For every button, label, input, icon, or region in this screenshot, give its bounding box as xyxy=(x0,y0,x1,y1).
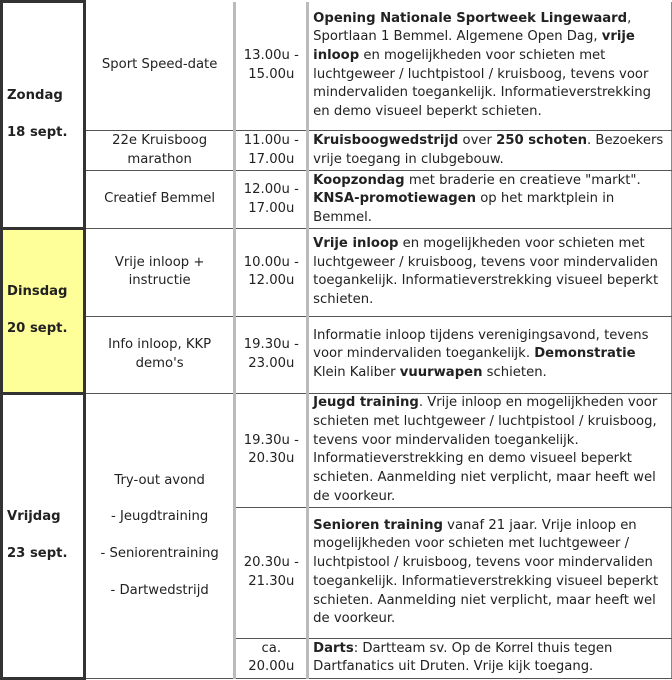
time-start: 10.00u - xyxy=(243,254,299,270)
description-text: op het marktplein in Bemmel. xyxy=(313,191,615,226)
time-end: 20.00u xyxy=(248,659,295,675)
day-name: Dinsdag xyxy=(7,284,68,300)
description-highlight: Vrije inloop xyxy=(313,235,399,251)
time-start: 13.00u - xyxy=(243,48,299,64)
time-cell xyxy=(235,507,308,638)
description-highlight: KNSA-promotiewagen xyxy=(313,191,477,207)
description-cell xyxy=(308,229,672,317)
description-text: over xyxy=(458,133,497,149)
description-text: : Dartteam sv. Op de Korrel thuis tegen Dartfanatics uit Druten. Vrije kijk toegang. xyxy=(313,640,613,675)
day-date: 18 sept. xyxy=(7,125,68,140)
description-cell xyxy=(308,638,672,678)
time-end: 12.00u xyxy=(248,273,295,289)
description-cell xyxy=(308,171,672,229)
time-cell xyxy=(235,394,308,508)
time-cell xyxy=(235,229,308,317)
time-cell xyxy=(235,131,308,171)
description-text: , Sportlaan 1 Bemmel. Algemene Open Dag, xyxy=(313,10,632,45)
table-row xyxy=(2,229,672,317)
table-row xyxy=(2,171,672,229)
time-end: 23.00u xyxy=(248,355,295,371)
time-start: 19.30u - xyxy=(243,337,299,353)
activity-label: Info inloop, KKP demo's xyxy=(108,337,212,371)
time-cell xyxy=(235,638,308,678)
time-end: 17.00u xyxy=(248,200,295,216)
day-cell-vrijdag xyxy=(2,394,85,679)
activity-label: Try-out avond xyxy=(114,472,205,488)
day-cell-dinsdag xyxy=(2,229,85,394)
activity-cell xyxy=(84,316,235,393)
time-cell xyxy=(235,316,308,393)
description-text: vanaf 21 jaar. Vrije inloop en mogelijkheden voor schieten met luchtgeweer / luchtpistool / kruisboog, tevens voor mindervaliden toegankelijk. Informatieverstrekking visueel beperkt schieten. Aanmelding niet verplicht, maar heeft wel de voorkeur. xyxy=(313,517,659,627)
description-text: Informatie inloop tijdens verenigingsavond, tevens voor mindervaliden toegankelijk. xyxy=(313,327,649,362)
activity-cell-friday xyxy=(84,394,235,679)
activity-label: Vrije inloop + instructie xyxy=(114,254,205,289)
time-start: 11.00u - xyxy=(243,133,299,149)
activity-label: Sport Speed-date xyxy=(101,57,218,73)
time-start: 19.30u - xyxy=(243,432,299,448)
time-start: 20.30u - xyxy=(243,555,299,571)
description-cell xyxy=(308,394,672,508)
description-text: met braderie en creatieve "markt". xyxy=(404,172,641,188)
description-cell xyxy=(308,2,672,131)
activity-cell xyxy=(84,229,235,317)
description-text: Klein Kaliber xyxy=(313,365,400,381)
day-name: Vrijdag xyxy=(7,509,61,525)
time-end: 17.00u xyxy=(248,151,295,167)
description-highlight: Opening Nationale Sportweek Lingewaard xyxy=(313,10,628,26)
time-cell xyxy=(235,2,308,131)
time-start: ca. xyxy=(261,640,282,656)
description-cell xyxy=(308,316,672,393)
description-highlight: Senioren training xyxy=(313,517,443,533)
day-cell-zondag xyxy=(2,2,85,229)
time-end: 21.30u xyxy=(248,573,295,589)
description-text: . Bezoekers vrije toegang in clubgebouw. xyxy=(313,133,664,167)
activity-cell xyxy=(84,171,235,229)
table-row xyxy=(2,394,672,508)
description-cell xyxy=(308,507,672,638)
description-highlight: Jeugd training xyxy=(313,395,419,411)
description-text: en mogelijkheden voor schieten met luchtgeweer / luchtpistool / kruisboog, tevens voor mindervaliden toegankelijk. Informatieverstrekking en demo visueel beperkt schieten. xyxy=(313,48,651,120)
description-highlight: Darts xyxy=(313,640,354,656)
description-highlight: vrije inloop xyxy=(313,29,635,64)
activity-sub-item: - Dartwedstrijd xyxy=(110,582,209,598)
description-text: . Vrije inloop en mogelijkheden voor schieten met luchtgeweer / luchtpistool / kruisboog, tevens voor mindervaliden toegankelijk. Informatieverstrekking en demo visueel beperkt schieten. Aanmelding niet verplicht, maar heeft wel de voorkeur. xyxy=(313,395,658,504)
day-name: Zondag xyxy=(7,88,63,104)
time-end: 15.00u xyxy=(248,66,295,82)
day-date: 23 sept. xyxy=(7,546,68,561)
activity-cell xyxy=(84,131,235,171)
activity-sub-item: - Seniorentraining xyxy=(100,546,219,561)
day-date: 20 sept. xyxy=(7,321,68,336)
activity-sub-item: - Jeugdtraining xyxy=(111,509,209,525)
description-text: schieten. xyxy=(482,365,547,381)
time-cell xyxy=(235,171,308,229)
description-cell xyxy=(308,131,672,171)
description-highlight: vuurwapen xyxy=(399,365,483,381)
activity-cell xyxy=(84,2,235,131)
table-row xyxy=(2,131,672,171)
time-start: 12.00u - xyxy=(243,181,299,197)
description-highlight: Koopzondag xyxy=(313,172,405,188)
time-end: 20.30u xyxy=(248,451,295,467)
table-row xyxy=(2,2,672,131)
activity-label: 22e Kruisboog marathon xyxy=(112,133,208,167)
table-row xyxy=(2,316,672,393)
description-highlight: 250 schoten xyxy=(496,133,588,149)
activity-label: Creatief Bemmel xyxy=(104,191,216,207)
description-highlight: Demonstratie xyxy=(534,346,636,362)
description-highlight: Kruisboogwedstrijd xyxy=(313,133,459,149)
description-text: en mogelijkheden voor schieten met luchtgeweer / kruisboog, tevens voor mindervaliden toegankelijk. Informatieverstrekking visueel beperkt schieten. xyxy=(313,235,659,307)
